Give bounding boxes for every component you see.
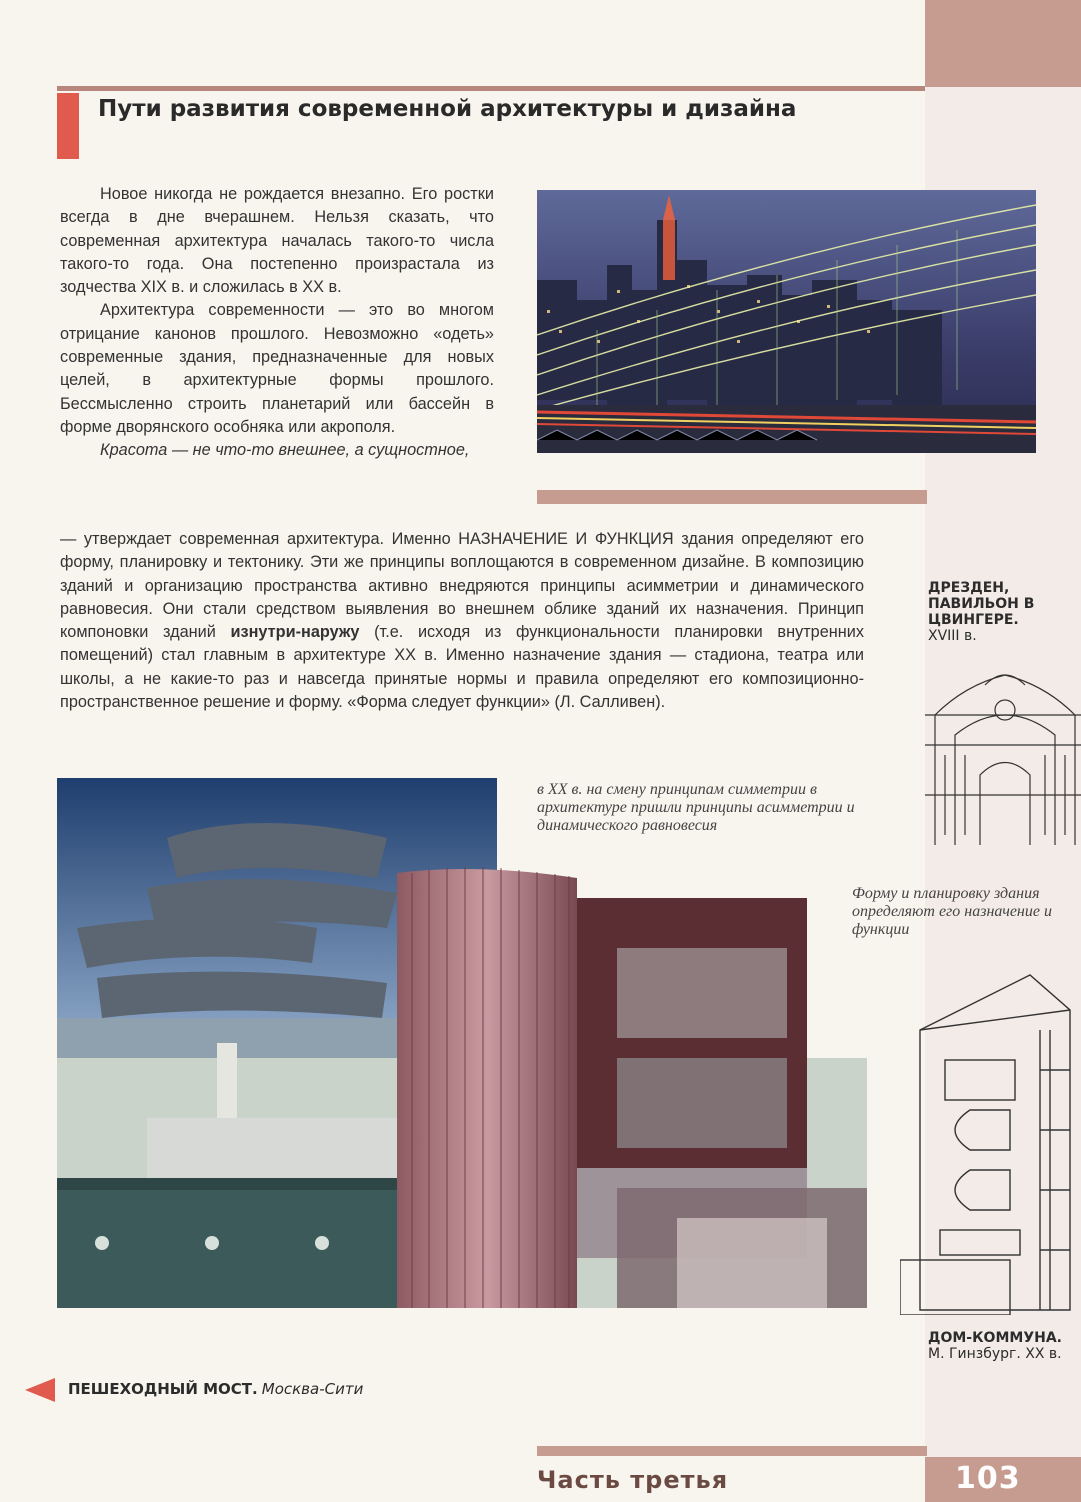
- caption-dresden-century: XVIII в.: [928, 628, 977, 644]
- page-title: Пути развития современной архитектуры и дизайна: [98, 96, 797, 122]
- caption-bridge: [68, 1379, 363, 1399]
- paragraph-3: [60, 528, 864, 714]
- paragraph-1: Новое никогда не рождается внезапно. Его ростки всегда в дне вчерашнем. Нельзя сказать, что современная архитектура началась такого-то числа такого-то года. Она постепенно произрастала из зодчества XIX в. и сложилась в XX в.: [60, 185, 494, 297]
- caption-dom-kommuna: [928, 1330, 1078, 1362]
- top-rule: [57, 86, 925, 91]
- dom-kommuna-sketch-illustration: [900, 970, 1081, 1315]
- footer-rule: [537, 1446, 927, 1456]
- paragraph-3-end: (т.е. исходя из функциональности планировки внутренних помещений) стал главным в архитектуре XX в. Именно назначение здания — стадиона, театра или школы, а не какие-то раз и навсегда принятые нормы и правила определяют его композиционно-пространственное решение и форму. «Форма следует функции» (Л. Салливен).: [60, 623, 864, 712]
- paragraph-3-rest: — утверждает современная архитектура. Именно НАЗНАЧЕНИЕ И ФУНКЦИЯ здания определяют его форму, планировку и тектонику. Эти же принципы воплощаются в современном дизайне. В композицию зданий и организацию пространства активно внедряются принципы асимметрии и динамического равновесия. Они стали средством выявления во внешнем облике зданий их назначения. Принцип компоновки зданий: [60, 530, 864, 642]
- dresden-pavilion-sketch: [925, 655, 1081, 847]
- paragraph-3-start: [60, 439, 494, 462]
- modern-building-photo: [57, 778, 867, 1308]
- caption-bridge-title: ПЕШЕХОДНЫЙ МОСТ.: [68, 1380, 258, 1398]
- caption-symmetry: в XX в. на смену принципам симметрии в архитектуре пришли принципы асимметрии и динамического равновесия: [537, 781, 855, 834]
- page-number-box: [925, 1457, 1081, 1502]
- bridge-photo-illustration: [537, 190, 1036, 453]
- caption-dom-title: ДОМ-КОММУНА.: [928, 1330, 1062, 1346]
- bridge-bottom-rule: [537, 490, 927, 504]
- dom-kommuna-sketch: [900, 970, 1081, 1315]
- caption-arrow-icon: [25, 1378, 55, 1402]
- title-accent-bar: [57, 93, 79, 159]
- caption-function: Форму и планировку здания определяют его назначение и функции: [852, 885, 1052, 938]
- footer-part-title: Часть третья: [537, 1466, 729, 1494]
- paragraph-3-bold: изнутри-наружу: [230, 623, 360, 642]
- caption-dresden-title: ДРЕЗДЕН, ПАВИЛЬОН В ЦВИНГЕРЕ.: [928, 580, 1035, 628]
- caption-dresden: [928, 580, 1078, 644]
- dresden-sketch-illustration: [925, 655, 1081, 847]
- paragraph-3-italic: Красота — не что-то внешнее, а сущностное,: [100, 441, 470, 460]
- text-column-narrow: [60, 183, 494, 462]
- bridge-night-photo: [537, 190, 1036, 453]
- page-number: 103: [955, 1461, 1021, 1496]
- paragraph-2: Архитектура современности — это во многом отрицание канонов прошлого. Невозможно «одеть» современные здания, предназначенные для новых целей, в архитектурные формы прошлого. Бессмысленно строить планетарий или бассейн в форме дворянского особняка или акрополя.: [60, 301, 494, 436]
- building-photo-illustration: [57, 778, 867, 1308]
- text-column-wide: [60, 528, 864, 714]
- caption-bridge-place: Москва-Сити: [261, 1380, 364, 1398]
- caption-dom-author: М. Гинзбург. XX в.: [928, 1346, 1062, 1362]
